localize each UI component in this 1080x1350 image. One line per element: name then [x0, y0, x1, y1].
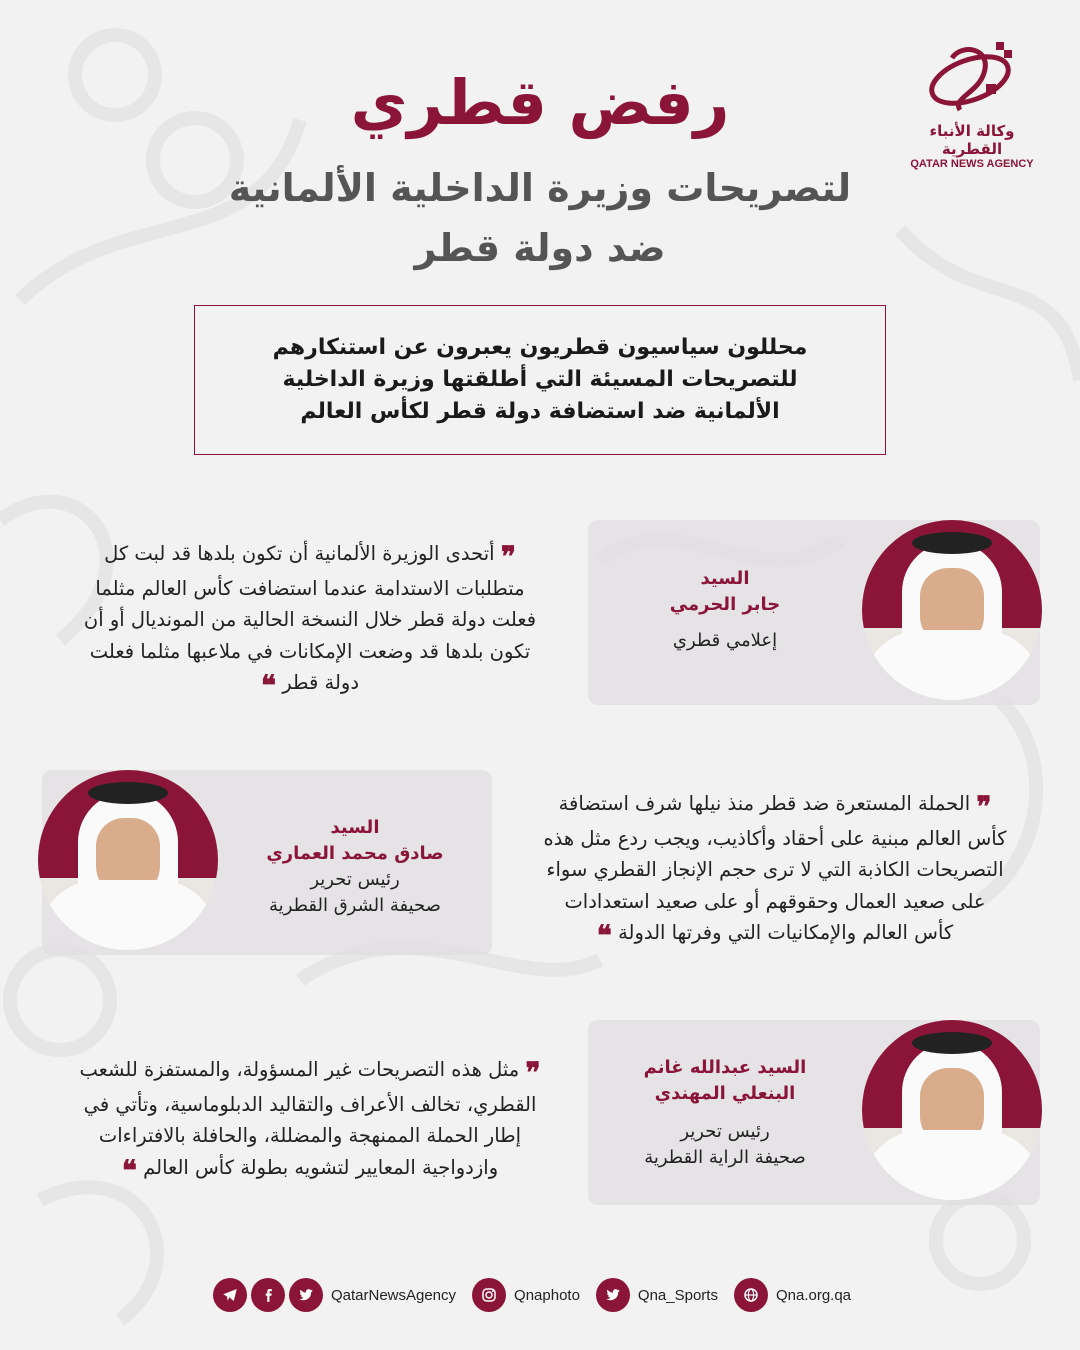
quote-text-2: ❞ الحملة المستعرة ضد قطر منذ نيلها شرف استضافة كأس العالم مبنية على أحقاد وأكاذيب، ويجب ردع مثل هذه التصريحات الكاذبة التي لا ترى حجم الإنجاز القطري سواء على صعيد العمال وحقوقهم أو على صعيد استعدادات كأس العالم والإمكانيات التي وفرتها الدولة ❝ [543, 790, 1007, 952]
handle-qna-sports[interactable]: Qna_Sports [637, 1286, 718, 1304]
lede-line-3: الألمانية ضد استضافة دولة قطر لكأس العالم [300, 399, 780, 424]
speaker-name: البنعلي المهندي [654, 1083, 796, 1104]
speaker-organization: صحيفة الشرق القطرية [269, 895, 441, 916]
twitter-icon[interactable] [596, 1278, 630, 1312]
lede-box [194, 305, 886, 455]
speaker-role: إعلامي قطري [672, 630, 778, 651]
close-quote-icon: ❝ [596, 919, 612, 952]
open-quote-icon: ❞ [525, 1056, 541, 1089]
social-footer [0, 1278, 1080, 1312]
speaker-info-3 [615, 1055, 835, 1171]
speaker-role: رئيس تحرير [680, 1121, 770, 1142]
speaker-name: صادق محمد العماري [266, 843, 444, 864]
globe-icon[interactable] [734, 1278, 768, 1312]
speaker-photo-3 [862, 1020, 1042, 1200]
page-subtitle [0, 158, 1080, 278]
open-quote-icon: ❞ [500, 540, 516, 573]
handle-qatarnewsagency[interactable]: QatarNewsAgency [330, 1286, 457, 1304]
speaker-honorific: السيد عبدالله غانم [643, 1057, 807, 1078]
lede-line-1: محللون سياسيون قطريون يعبرون عن استنكارهم [272, 335, 808, 360]
quote-text-3: ❞ مثل هذه التصريحات غير المسؤولة، والمستفزة للشعب القطري، تخالف الأعراف والتقاليد الدبلوماسية، وتأتي في إطار الحملة الممنهجة والمضللة، والحافلة بالافتراءات وازدواجية المعايير لتشويه بطولة كأس العالم ❝ [79, 1056, 541, 1187]
logo-name-english: QATAR NEWS AGENCY [910, 158, 1034, 170]
open-quote-icon: ❞ [976, 790, 992, 823]
speaker-photo-2 [38, 770, 218, 950]
handle-qnaphoto[interactable]: Qnaphoto [514, 1286, 580, 1304]
speaker-organization: صحيفة الراية القطرية [644, 1147, 806, 1168]
handle-qna-website[interactable]: Qna.org.qa [775, 1286, 852, 1304]
quote-text-1: ❞ أتحدى الوزيرة الألمانية أن تكون بلدها قد لبت كل متطلبات الاستدامة عندما استضافت كأس العالم مثلما فعلت دولة قطر خلال النسخة الحالية من المونديال أو أن تكون بلدها قد وضعت الإمكانات في ملاعبها مثلما فعلت دولة قطر ❝ [83, 540, 537, 702]
speaker-honorific: السيد [700, 568, 750, 589]
speaker-honorific: السيد [330, 817, 380, 838]
speaker-photo-1 [862, 520, 1042, 700]
facebook-icon[interactable] [251, 1278, 285, 1312]
subtitle-line-1: لتصريحات وزيرة الداخلية الألمانية [228, 166, 852, 210]
speaker-info-1 [620, 566, 830, 654]
telegram-icon[interactable] [213, 1278, 247, 1312]
subtitle-line-2: ضد دولة قطر [414, 226, 666, 270]
speaker-info-2 [240, 815, 470, 919]
instagram-icon[interactable] [472, 1278, 506, 1312]
twitter-icon[interactable] [289, 1278, 323, 1312]
logo-name-arabic: وكالة الأنباء القطرية [929, 122, 1015, 158]
lede-line-2: للتصريحات المسيئة التي أطلقتها وزيرة الداخلية [282, 367, 798, 392]
page-title: رفض قطري [350, 66, 730, 139]
close-quote-icon: ❝ [260, 669, 277, 702]
close-quote-icon: ❝ [121, 1153, 137, 1187]
speaker-name: جابر الحرمي [669, 594, 781, 615]
speaker-role: رئيس تحرير [310, 869, 400, 890]
